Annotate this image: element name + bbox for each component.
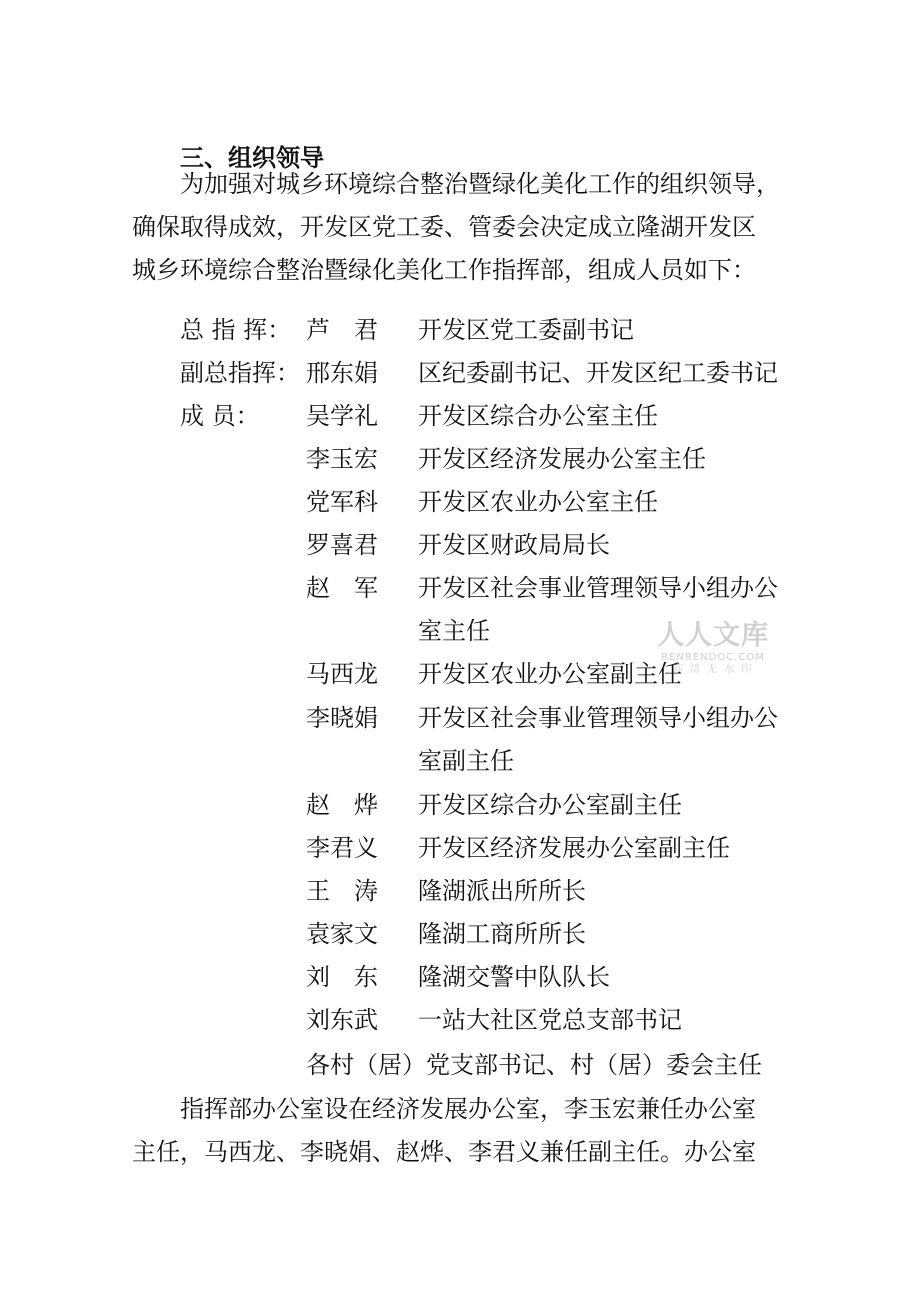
office-line: 主任，马西龙、李晓娟、赵烨、李君义兼任副主任。办公室 [132,1138,756,1166]
member-title: 隆湖交警中队队长 [418,963,610,991]
office-paragraph [132,1088,792,1174]
member-name: 刘 东 [306,963,378,991]
watermark-tagline: 高 清 无 水 印 [672,664,754,675]
member-name: 吴学礼 [306,402,378,430]
intro-line: 城乡环境综合整治暨绿化美化工作指挥部，组成人员如下： [132,256,756,284]
roster-row-member [0,567,920,653]
member-title: 开发区农业办公室副主任 [418,660,682,688]
member-title: 开发区综合办公室主任 [418,402,658,430]
deputy-label: 副总指挥： [180,359,300,387]
member-title: 一站大社区党总支部书记 [418,1006,682,1034]
member-name: 李君义 [306,834,378,862]
member-title: 开发区农业办公室主任 [418,488,658,516]
member-name: 罗喜君 [306,531,378,559]
intro-paragraph [132,163,792,292]
watermark-domain: RENRENDOC.COM [661,652,765,663]
roster-row-member [0,697,920,783]
member-title: 开发区经济发展办公室副主任 [418,834,730,862]
member-title: 开发区综合办公室副主任 [418,791,682,819]
member-title: 开发区经济发展办公室主任 [418,445,706,473]
member-name: 马西龙 [306,660,378,688]
member-title: 开发区党工委副书记 [418,316,634,344]
intro-line: 为加强对城乡环境综合整治暨绿化美化工作的组织领导， [180,170,780,198]
member-name: 袁家文 [306,920,378,948]
member-title: 开发区财政局局长 [418,531,610,559]
member-name: 李玉宏 [306,445,378,473]
member-name: 邢东娟 [306,359,378,387]
member-name: 党军科 [306,488,378,516]
member-title: 区纪委副书记、开发区纪工委书记 [418,359,778,387]
intro-line: 确保取得成效，开发区党工委、管委会决定成立隆湖开发区 [132,213,756,241]
member-name: 刘东武 [306,1006,378,1034]
member-name: 赵 军 [306,574,378,602]
member-name: 王 涛 [306,877,378,905]
watermark-logo-text: 人人文库 [657,620,769,651]
member-name: 赵 烨 [306,791,378,819]
member-title: 开发区社会事业管理领导小组办公室主任 [418,574,778,645]
member-title: 开发区社会事业管理领导小组办公室副主任 [418,704,778,775]
section-heading: 三、组织领导 [180,143,324,172]
members-label: 成 员： [180,402,260,430]
commander-label: 总 指 挥： [180,316,292,344]
member-title: 隆湖派出所所长 [418,877,586,905]
office-line: 指挥部办公室设在经济发展办公室，李玉宏兼任办公室 [180,1095,756,1123]
member-title: 隆湖工商所所长 [418,920,586,948]
village-note: 各村（居）党支部书记、村（居）委会主任 [306,1051,762,1079]
member-name: 李晓娟 [306,704,378,732]
member-name: 芦 君 [306,316,378,344]
